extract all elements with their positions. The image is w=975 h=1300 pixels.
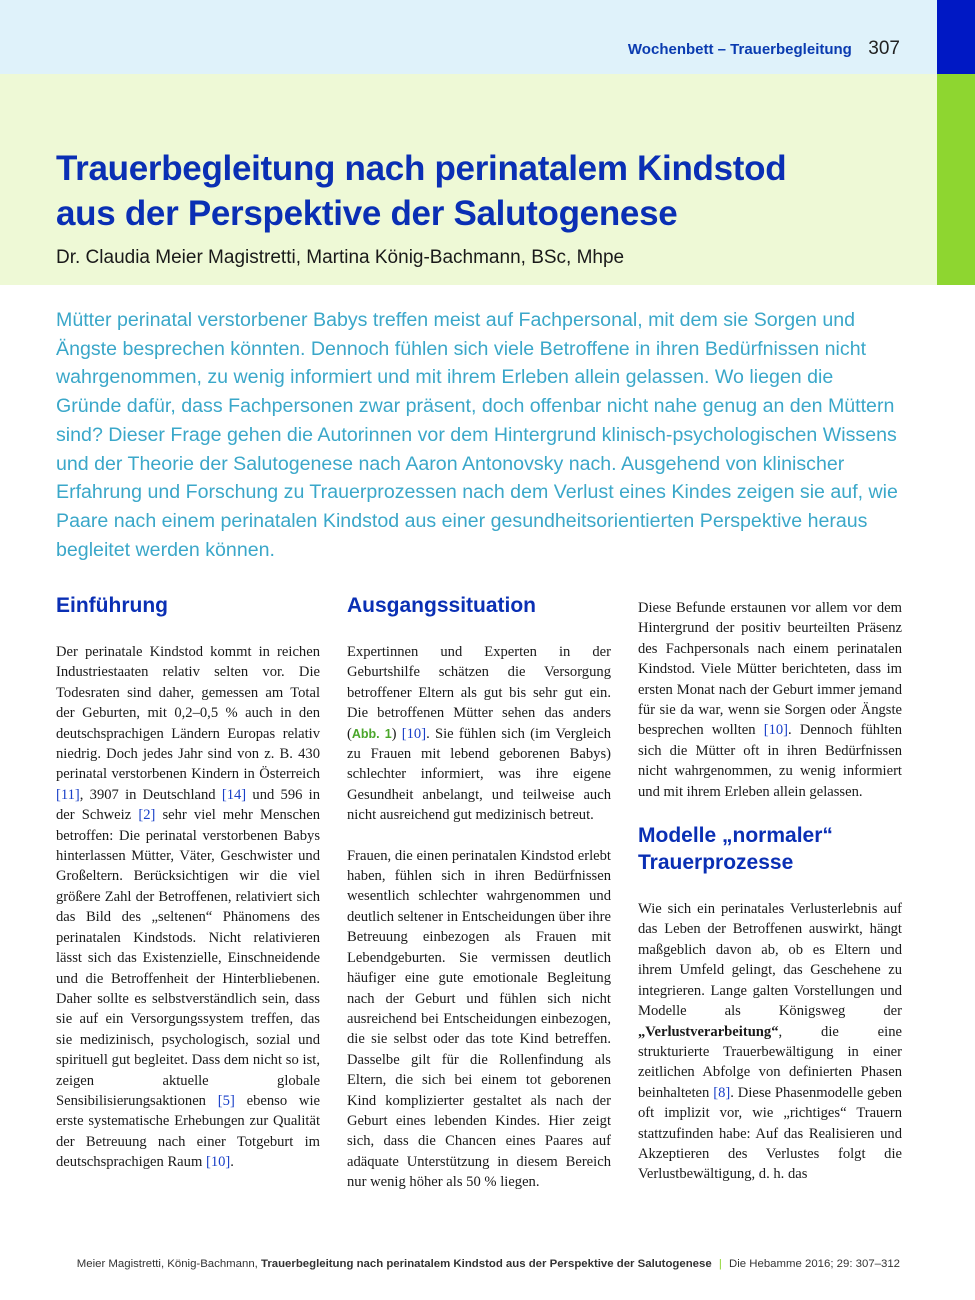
article-title-line2: aus der Perspektive der Salutogenese [56,194,678,233]
abstract: Mütter perinatal verstorbener Babys treffen meist auf Fachpersonal, mit dem sie Sorgen und Ängste besprechen könnten. Dennoch fühlen sich viele Betroffene in ihren Bedürfnissen nicht wahrgenommen, zu wenig informiert und mit ihrem Erleben allein gelassen. Wo liegen die Gründe dafür, dass Fachpersonen zwar präsent, doch offenbar nicht nahe genug an den Müttern sind? Dieser Frage gehen die Autorinnen vor dem Hintergrund klinisch-psychologischen Wissens und der Theorie der Salutogenese nach Aaron Antonovsky nach. Ausgehend von klinischer Erfahrung und Forschung zu Trauerprozessen nach dem Verlust eines Kindes zeigen sie auf, wie Paare nach einem perinatalen Kindstod aus einer gesundheitsorientierten Perspektive heraus begleitet werden können. [56,309,898,561]
text-segment: , die eine strukturierte Trauerbewältigung in einer zeitlichen Abfolge von definierten Phasen beinhalteten [638,1023,902,1101]
paragraph-einfuehrung [56,642,320,1173]
text-segment: ebenso wie erste systematische Erhebungen zur Qualität der Betreuung nach einer Totgeburt im deutschsprachigen Raum [56,1092,320,1171]
reference-link[interactable]: [10] [205,1154,231,1171]
paragraph-ausgangssituation-2: Frauen, die einen perinatalen Kindstod erlebt haben, fühlen sich in ihren Bedürfnissen wesentlich schlechter wahrgenommen und deutlich seltener in Entscheidungen über ihre Betreuung einbezogen als Frauen mit Lebendgeburten. Sie vermissen deutlich häufiger eine gute emotionale Begleitung nach der Geburt und fühlen sich nicht ausreichend bei Entscheidungen einbezogen, die sie selbst oder das tote Kind betreffen. Dasselbe gilt für die Rollenfindung als Eltern, die sich bei einem tot geborenen Kind komplizierter gestaltet als nach der Geburt eines lebenden Kindes. Hier zeigt sich, dass die Chancen eines Paares auf adäquate Unterstützung in diesem Bereich nur wenig höher als 50 % liegen. [347,847,611,1191]
reference-link[interactable]: [14] [221,786,247,803]
text-segment: ) [391,725,402,742]
reference-link[interactable]: [5] [217,1092,235,1109]
article-authors: Dr. Claudia Meier Magistretti, Martina König-Bachmann, BSc, Mhpe [56,247,625,268]
footer-separator: | [718,1258,722,1270]
paragraph-befunde [638,598,902,802]
text-segment: Expertinnen und Experten in der Geburtshilfe schätzen die Versorgung betroffener Eltern als gut bis sehr gut ein. Die betroffenen Mütter sehen das anders ( [347,644,611,742]
text-segment: Wie sich ein perinatales Verlusterlebnis auf das Leben der Betroffenen auswirkt, hängt maßgeblich davon ab, ob es Eltern und ihrem Umfeld gelingt, das Geschehene zu integrieren. Lange galten Vorstellungen und Modelle als Königsweg der [638,901,902,1020]
article-title [56,146,896,236]
reference-link[interactable]: [11] [56,786,80,803]
reference-link[interactable]: [10] [401,725,427,742]
reference-link[interactable]: [10] [763,722,789,739]
page-number: 307 [868,38,900,59]
column-3 [638,598,902,1205]
column-2 [347,592,611,1213]
text-segment: , 3907 in Deutschland [79,786,222,803]
text-segment: Der perinatale Kindstod kommt in reichen Industriestaaten relativ selten vor. Die Todesraten sind daher, gemessen am Total der Geburten, mit 0,2–0,5 % auch in den deutschsprachigen Ländern Europas relativ niedrig. Doch jedes Jahr sind von z. B. 430 perinatal verstorbenen Kindern in Österreich [56,644,320,783]
side-tab-green [937,74,975,285]
running-head [628,38,900,60]
text-segment: und 596 in der Schweiz [56,786,320,824]
heading-modelle-line1: Modelle „normaler“ [638,824,833,848]
paragraph-modelle [638,899,902,1185]
text-segment: Diese Befunde erstaunen vor allem vor dem Hintergrund der positiv beurteilten Präsenz des Fachpersonals nach einem perinatalen Kindstod. Viele Mütter berichteten, dass im ersten Monat nach der Geburt immer jemand für sie da war, wenn sie Sorgen oder Ängste besprechen wollten [638,600,902,739]
text-segment: . Dennoch fühlten sich die Mütter oft in ihren Bedürfnissen nicht wahrgenommen, zu wenig informiert und mit ihrem Erleben allein gelassen. [638,722,902,800]
heading-modelle [638,822,902,876]
side-tab-blue [937,0,975,74]
running-head-section: Wochenbett – Trauerbegleitung [627,41,852,58]
reference-link[interactable]: [8] [713,1084,731,1101]
figure-reference-link[interactable]: Abb. 1 [351,726,392,741]
header-band [0,0,937,74]
footer-journal: Die Hebamme 2016; 29: 307–312 [729,1258,900,1270]
text-segment: . [230,1154,234,1171]
footer-title: Trauerbegleitung nach perinatalem Kindstod aus der Perspektive der Salutogenese [261,1258,712,1270]
article-title-line1: Trauerbegleitung nach perinatalem Kindstod [56,149,787,188]
footer-authors: Meier Magistretti, König-Bachmann, [76,1258,258,1270]
heading-einfuehrung: Einführung [56,594,168,617]
text-segment: . Diese Phasenmodelle geben oft implizit vor, wie „richtiges“ Trauern stattzufinden habe: Auf das Realisieren und Akzeptieren des Verlustes folgt die Verlustbewältigung, d. h. das [638,1084,902,1183]
bold-term: „Verlustverarbeitung“ [638,1023,779,1040]
column-1 [56,592,320,1193]
text-segment: . Sie fühlen sich (im Vergleich zu Frauen mit lebend geborenen Babys) schlechter informiert, was ihre eigene Gesundheit anbelangt, und teilweise auch nicht ausreichend gut medizinisch betreut. [347,725,611,824]
heading-ausgangssituation: Ausgangssituation [347,594,537,617]
text-segment: sehr viel mehr Menschen betroffen: Die perinatal verstorbenen Babys hinterlassen Mütter, Väter, Geschwister und Großeltern. Berücksichtigen wir die viel größere Zahl der Betroffenen, relativiert sich das Bild des „seltenen“ Phänomens des perinatalen Kindstods. Nicht relativieren lässt sich das Existenzielle, Einschneidende und die Betroffenheit der Hinterbliebenen. Daher sollte es selbstverständlich sein, dass sie auf ein Versorgungssystem treffen, das sie medizinisch, psychologisch, sozial und spirituell gut begleitet. Dass dem nicht so ist, zeigen aktuelle globale Sensibilisierungsaktionen [56,807,320,1109]
footer-citation [0,1258,900,1270]
reference-link[interactable]: [2] [138,807,156,824]
paragraph-ausgangssituation-1 [347,642,611,826]
heading-modelle-line2: Trauerprozesse [638,851,794,875]
